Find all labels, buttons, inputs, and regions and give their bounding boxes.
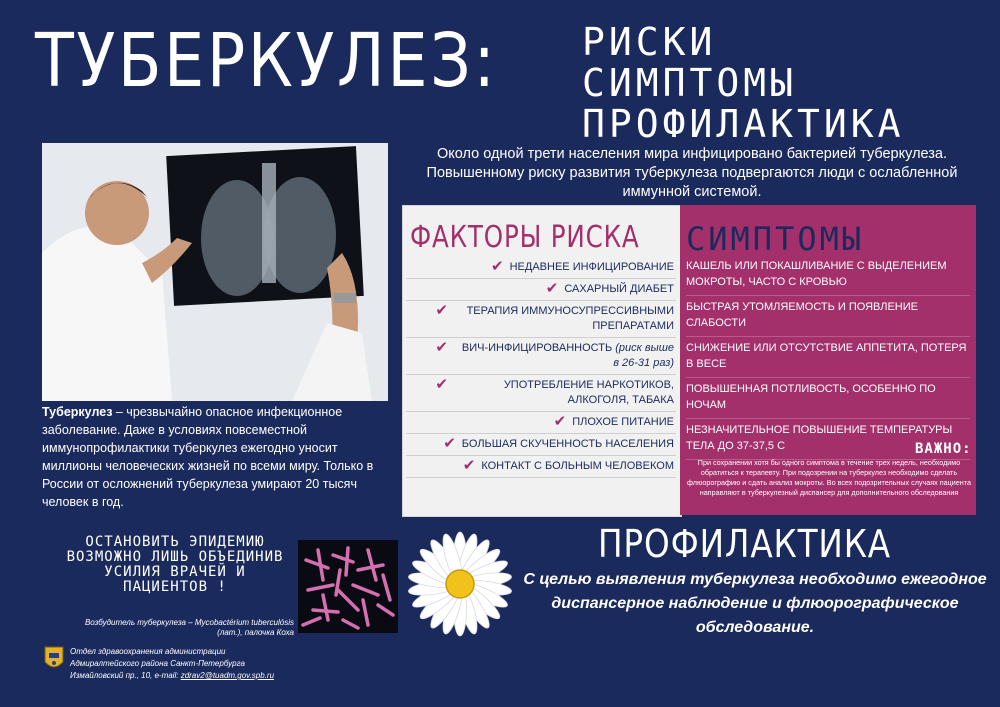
footer-line: Отдел здравоохранения администрации (70, 647, 226, 656)
risk-factor-text: ПЛОХОЕ ПИТАНИЕ (572, 416, 674, 428)
subtitle-risks: РИСКИ (582, 20, 717, 64)
poster-title: ТУБЕРКУЛЕЗ: (35, 18, 498, 104)
list-item: ПОВЫШЕННАЯ ПОТЛИВОСТЬ, ОСОБЕННО ПО НОЧАМ (686, 378, 970, 419)
list-item (406, 338, 676, 375)
risk-factor-text: УПОТРЕБЛЕНИЕ НАРКОТИКОВ, АЛКОГОЛЯ, ТАБАКА (503, 379, 674, 406)
risk-factors-list (406, 257, 676, 478)
footer-line (70, 670, 370, 682)
checkmark-icon: ✔ (435, 302, 448, 319)
list-item (406, 412, 676, 434)
symptoms-list (686, 255, 970, 460)
checkmark-icon: ✔ (435, 376, 448, 393)
stop-epidemic-slogan: ОСТАНОВИТЬ ЭПИДЕМИЮ ВОЗМОЖНО ЛИШЬ ОБЪЕДИНИВ УСИЛИЯ ВРАЧЕЙ И ПАЦИЕНТОВ ! (66, 534, 284, 595)
list-item (406, 375, 676, 412)
risk-factor-text: САХАРНЫЙ ДИАБЕТ (564, 283, 674, 295)
footer-contacts (70, 646, 370, 682)
bacteria-caption: Возбудитель туберкулеза – Mycobactérium tuberculósis (лат.), палочка Коха (84, 618, 294, 637)
email-link[interactable]: zdrav2@tuadm.gov.spb.ru (180, 671, 275, 680)
checkmark-icon: ✔ (553, 413, 567, 430)
risk-factor-text: ТЕРАПИЯ ИММУНОСУПРЕССИВНЫМИ ПРЕПАРАТАМИ (466, 305, 674, 332)
checkmark-icon: ✔ (462, 457, 476, 474)
subtitle-prevention: ПРОФИЛАКТИКА (582, 102, 905, 146)
list-item (406, 257, 676, 279)
risk-factor-text: КОНТАКТ С БОЛЬНЫМ ЧЕЛОВЕКОМ (481, 460, 674, 472)
symptoms-title: СИМПТОМЫ (686, 220, 865, 258)
checkmark-icon: ✔ (435, 339, 448, 356)
poster-subtitles (582, 22, 905, 145)
about-text: – чрезвычайно опасное инфекционное заболевание. Даже в условиях повсеместной иммунопрофилактики туберкулез ежегодно уносит миллионы человеческих жизней по всеми миру. Только в России от осложнений туберкулеза умирают 20 тысяч человек в год. (42, 405, 374, 509)
important-title: ВАЖНО: (915, 441, 972, 457)
subtitle-symptoms: СИМПТОМЫ (582, 61, 798, 105)
checkmark-icon: ✔ (491, 258, 504, 275)
risk-factor-text: ВИЧ-ИНФИЦИРОВАННОСТЬ (461, 342, 613, 354)
risk-factor-text: БОЛЬШАЯ СКУЧЕННОСТЬ НАСЕЛЕНИЯ (461, 438, 674, 450)
about-lead: Туберкулез (42, 405, 113, 419)
prevention-text: С целью выявления туберкулеза необходимо ежегодное диспансерное наблюдение и флюорографическое обследование. (523, 571, 987, 636)
list-item: СНИЖЕНИЕ ИЛИ ОТСУТСТВИЕ АППЕТИТА, ПОТЕРЯ В ВЕСЕ (686, 337, 970, 378)
risk-factor-text-with-note (454, 341, 674, 371)
risk-factors-title: ФАКТОРЫ РИСКА (410, 220, 640, 255)
bacteria-micrograph (298, 540, 398, 633)
checkmark-icon: ✔ (545, 280, 559, 297)
list-item: НЕЗНАЧИТЕЛЬНОЕ ПОВЫШЕНИЕ ТЕМПЕРАТУРЫ ТЕЛА ДО 37-37,5 С (686, 419, 970, 460)
risk-factor-text: НЕДАВНЕЕ ИНФИЦИРОВАНИЕ (509, 261, 674, 273)
list-item (406, 301, 676, 338)
important-text: При сохранении хотя бы одного симптома в течение трех недель, необходимо обратиться к терапевту. При подозрении на туберкулез необходимо сделать флюорографию и сдать анализ мокроты. Во всех подозрительных случаях пациента направляют в туберкулезный диспансер для дополнительного обследования (687, 458, 971, 497)
about-tuberculosis (42, 403, 382, 511)
footer-address: Измайловский пр., 10, e-mail: (70, 671, 181, 680)
doctor-xray-photo (42, 143, 388, 401)
risk-factor-note: (риск выше в 26-31 раз) (613, 342, 674, 369)
list-item: КАШЕЛЬ ИЛИ ПОКАШЛИВАНИЕ С ВЫДЕЛЕНИЕМ МОКРОТЫ, ЧАСТО С КРОВЬЮ (686, 255, 970, 296)
checkmark-icon: ✔ (443, 435, 456, 452)
intro-text: Около одной трети населения мира инфицировано бактерией туберкулеза. Повышенному риску развития туберкулеза подвергаются люди с ослабленной иммунной системой. (426, 146, 958, 200)
prevention-title: ПРОФИЛАКТИКА (598, 522, 892, 566)
list-item (406, 434, 676, 456)
district-emblem-icon (44, 646, 64, 672)
footer-line: Адмиралтейского района Санкт-Петербурга (70, 659, 245, 668)
chamomile-flower-image (400, 520, 520, 648)
list-item (406, 456, 676, 478)
list-item (406, 279, 676, 301)
list-item: БЫСТРАЯ УТОМЛЯЕМОСТЬ И ПОЯВЛЕНИЕ СЛАБОСТИ (686, 296, 970, 337)
